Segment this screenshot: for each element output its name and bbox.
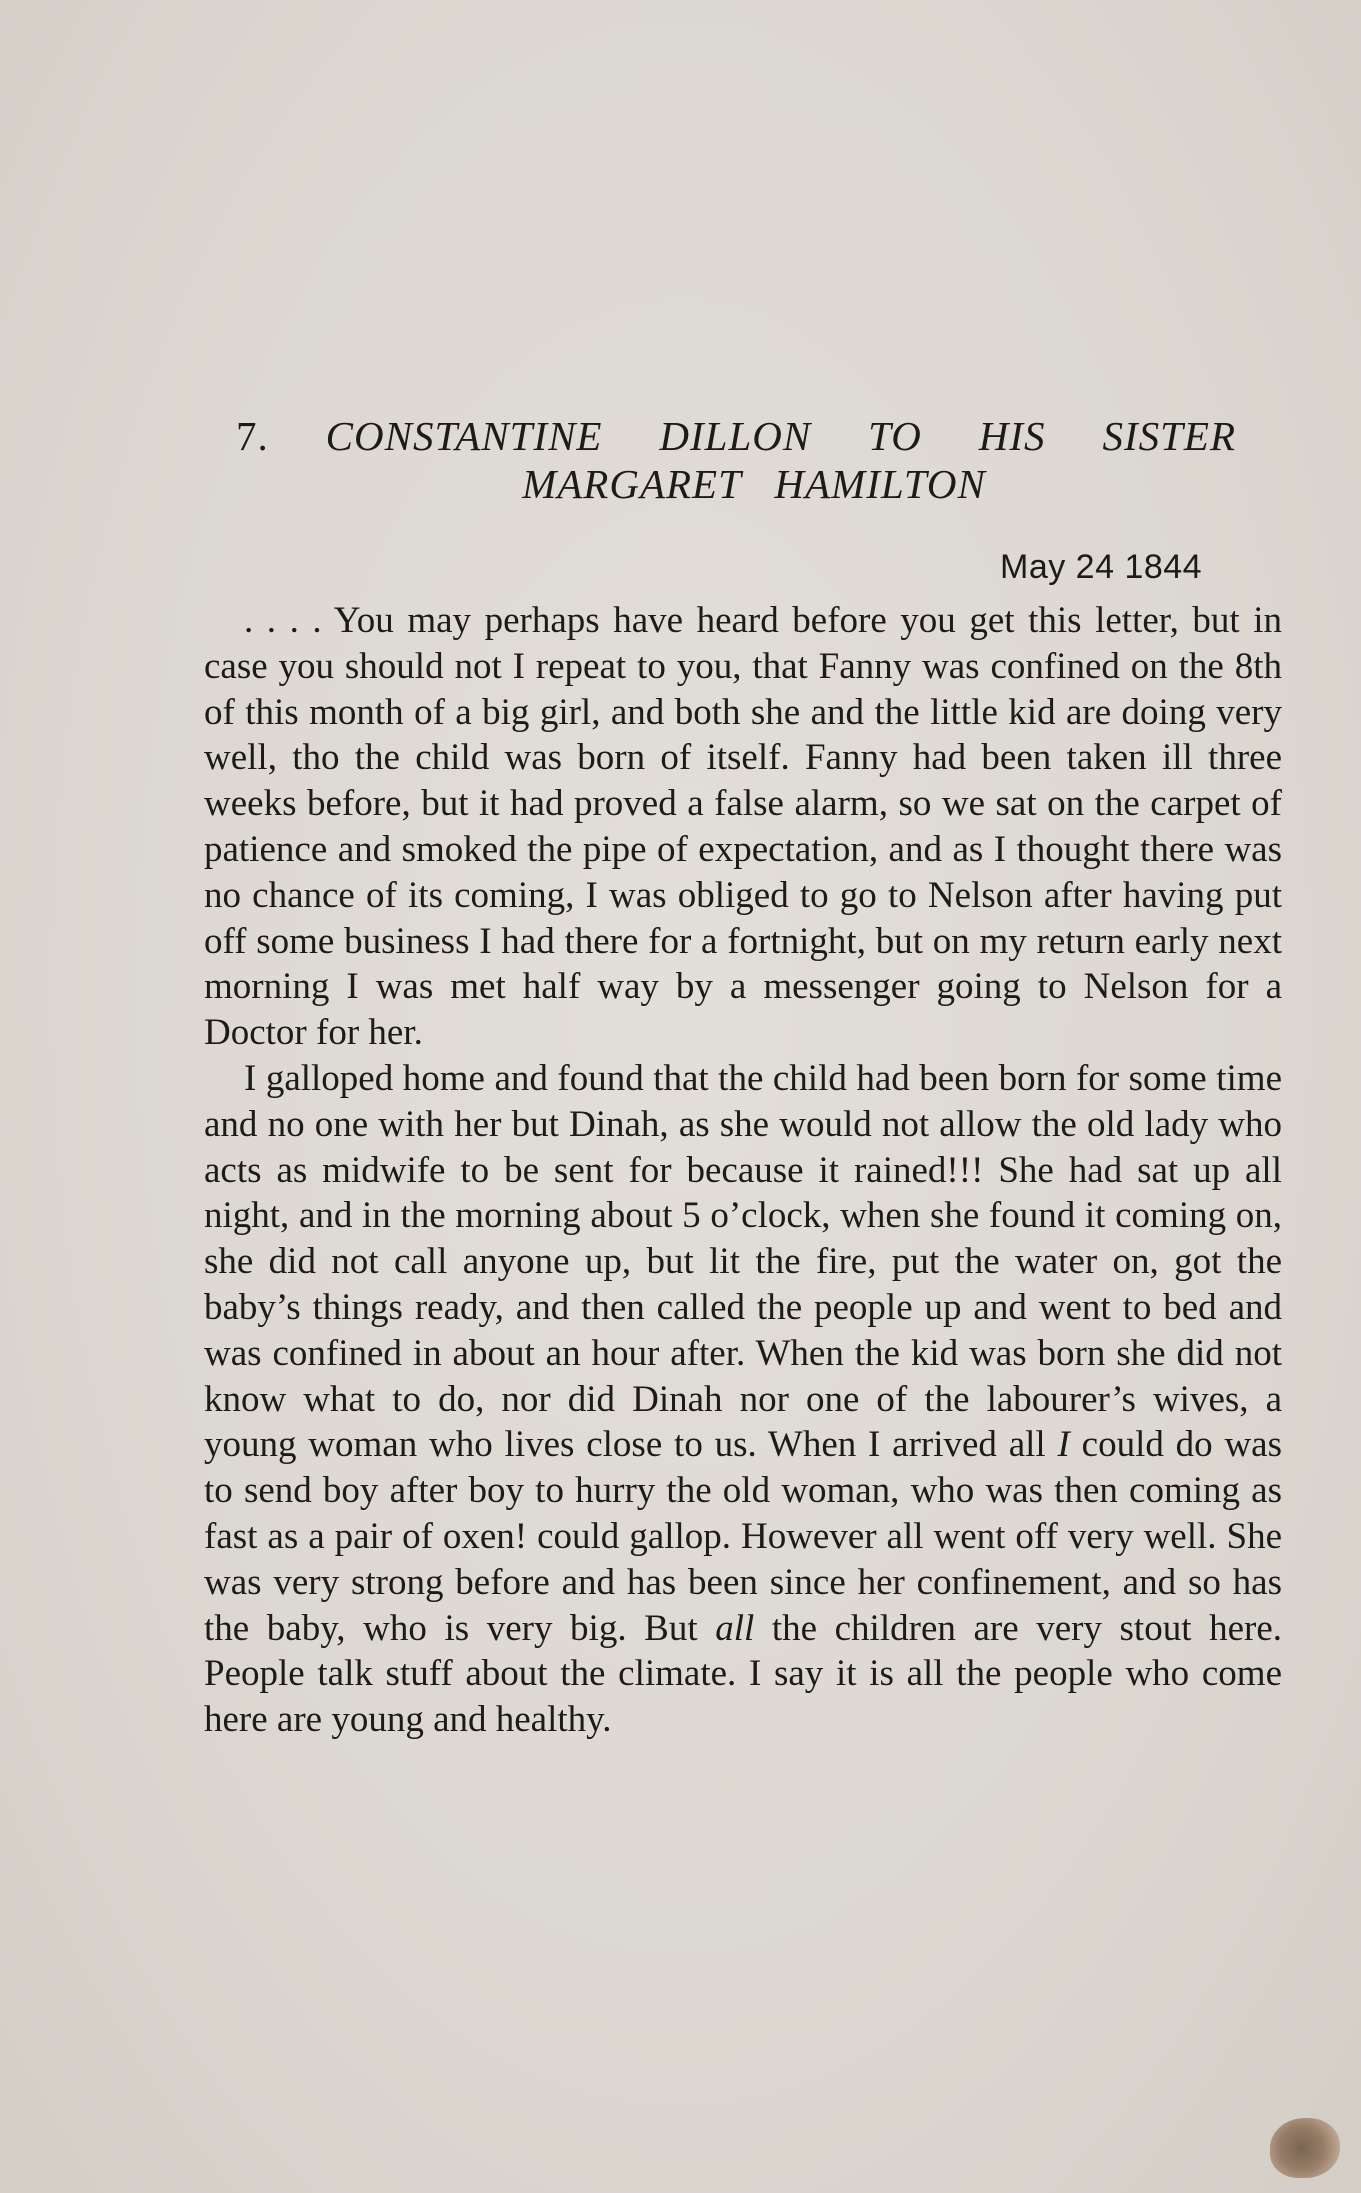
italic-text: all [715,1607,755,1649]
heading-word: DILLON [659,413,812,459]
heading-word: TO [868,413,922,459]
text-run: the children are very stout here. People talk stuff about the climate. I say it is all the people who come here are young and healthy. [204,1607,1282,1741]
letter-date: May 24 1844 [1000,548,1203,586]
paragraph-1: . . . . You may perhaps have heard before you get this letter, but in case you should not I repeat to you, that Fanny was confined on the 8th of this month of a big girl, and both she and the little kid are doing very well, tho the child was born of itself. Fanny had been taken ill three weeks before, but it had proved a false alarm, so we sat on the carpet of patience and smoked the pipe of expectation, and as I thought there was no chance of its coming, I was obliged to go to Nelson after having put off some business I had there for a fortnight, but on my return early next morning I was met half way by a messenger going to Nelson for a Doctor for her. [204,600,1282,1054]
letter-body [204,598,1282,1743]
heading-line-1 [236,412,1236,460]
paragraph-2 [204,1056,1282,1743]
letter-number: 7. [236,413,269,459]
heading-word: CONSTANTINE [325,413,603,459]
heading-line-2: MARGARET HAMILTON [522,461,986,507]
text-run: I galloped home and found that the child had been born for some time and no one with her but Dinah, as she would not allow the old lady who acts as midwife to be sent for because it rained!!! She had sat up all night, and in the morning about 5 o’clock, when she found it coming on, she did not call anyone up, but lit the fire, put the water on, got the baby’s things ready, and then called the people up and went to bed and was confined in about an hour after. When the kid was born she did not know what to do, nor did Dinah nor one of the labourer’s wives, a young woman who lives close to us. When I arrived all [204,1057,1282,1466]
letter-heading [236,412,1236,508]
text-run: could do was to send boy after boy to hurry the old woman, who was then coming as fast as a pair of oxen! could gallop. However all went off very well. She was very strong before and has been since her confinement, and so has the baby, who is very big. But [204,1424,1282,1649]
paper-stain [1270,2118,1340,2178]
italic-text: I [1057,1424,1070,1466]
heading-word: SISTER [1102,413,1236,459]
heading-word: HIS [978,413,1046,459]
